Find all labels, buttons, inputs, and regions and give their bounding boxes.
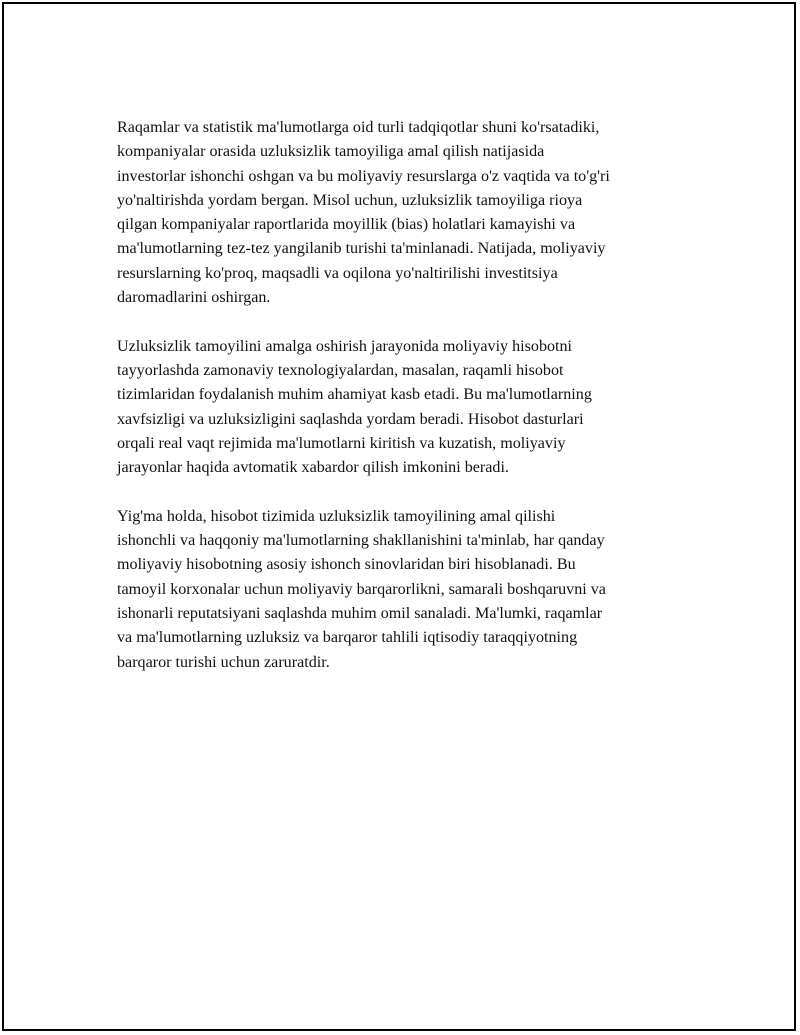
text-line: moliyaviy hisobotning asosiy ishonch sinovlaridan biri hisoblanadi. Bu [117,556,576,574]
text-line: barqaror turishi uchun zaruratdir. [117,653,330,671]
paragraph-3 [117,505,697,675]
text-line: daromadlarini oshirgan. [117,289,271,307]
text-line: ishonarli reputatsiyani saqlashda muhim omil sanaladi. Ma'lumki, raqamlar [117,604,603,622]
text-line: Yig'ma holda, hisobot tizimida uzluksizlik tamoyilining amal qilishi [117,507,556,525]
text-line: resurslarning ko'proq, maqsadli va oqilona yo'naltirilishi investitsiya [117,264,558,282]
paragraph-1 [117,116,697,310]
text-line: ishonchli va haqqoniy ma'lumotlarning shakllanishini ta'minlab, har qanday [117,532,605,550]
paragraph-2 [117,335,697,481]
text-line: Raqamlar va statistik ma'lumotlarga oid turli tadqiqotlar shuni ko'rsatadiki, [117,119,600,136]
text-line: yo'naltirishda yordam bergan. Misol uchun, uzluksizlik tamoyiliga rioya [117,191,583,209]
text-line: va ma'lumotlarning uzluksiz va barqaror tahlili iqtisodiy taraqqiyotning [117,629,578,647]
text-line: tayyorlashda zamonaviy texnologiyalardan, masalan, raqamli hisobot [117,361,564,379]
text-line: orqali real vaqt rejimida ma'lumotlarni kiritish va kuzatish, moliyaviy [117,434,566,452]
text-line: investorlar ishonchi oshgan va bu moliyaviy resurslarga o'z vaqtida va to'g'ri [117,167,610,185]
text-line: kompaniyalar orasida uzluksizlik tamoyiliga amal qilish natijasida [117,143,545,161]
text-line: jarayonlar haqida avtomatik xabardor qilish imkonini beradi. [117,459,509,477]
text-line: xavfsizligi va uzluksizligini saqlashda yordam beradi. Hisobot dasturlari [117,410,584,428]
text-line: ma'lumotlarning tez-tez yangilanib turishi ta'minlanadi. Natijada, moliyaviy [117,240,606,258]
document-body [117,116,697,699]
text-line: tizimlaridan foydalanish muhim ahamiyat kasb etadi. Bu ma'lumotlarning [117,386,592,404]
text-line: Uzluksizlik tamoyilini amalga oshirish jarayonida moliyaviy hisobotni [117,337,573,355]
text-line: qilgan kompaniyalar raportlarida moyillik (bias) holatlari kamayishi va [117,216,576,234]
text-line: tamoyil korxonalar uchun moliyaviy barqarorlikni, samarali boshqaruvni va [117,580,606,598]
